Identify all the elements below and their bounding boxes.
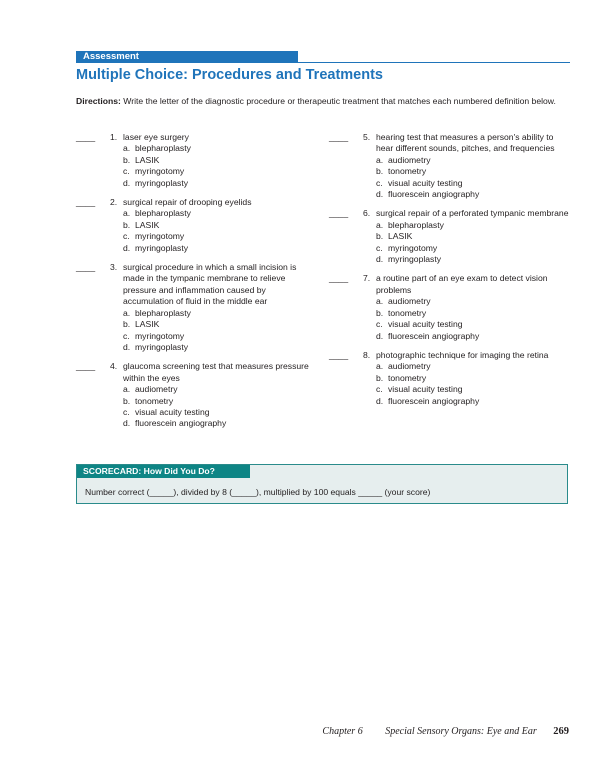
question-item <box>76 361 316 429</box>
answer-option <box>123 331 316 342</box>
answer-blank[interactable]: ____ <box>329 273 349 284</box>
option-letter: b. <box>123 219 131 230</box>
footer-chapter-title: Special Sensory Organs: Eye and Ear <box>385 726 537 737</box>
answer-option <box>376 331 569 342</box>
option-text: blepharoplasty <box>388 219 444 230</box>
question-number: 3. <box>110 262 118 273</box>
answer-option <box>123 178 316 189</box>
answer-option <box>376 155 569 166</box>
question-item <box>329 273 569 341</box>
option-letter: d. <box>123 418 131 429</box>
answer-blank[interactable]: ____ <box>329 132 349 142</box>
option-letter: a. <box>123 143 131 154</box>
question-number: 2. <box>110 197 118 208</box>
option-letter: d. <box>123 177 131 188</box>
option-letter: c. <box>123 330 130 341</box>
answer-option <box>376 396 569 407</box>
option-letter: d. <box>376 189 384 200</box>
option-letter: c. <box>123 231 130 242</box>
option-letter: b. <box>376 231 384 242</box>
option-text: myringotomy <box>388 242 438 253</box>
answer-option <box>376 231 569 242</box>
option-text: visual acuity testing <box>135 406 210 417</box>
option-letter: a. <box>376 296 384 307</box>
answer-option <box>376 189 569 200</box>
answer-option <box>123 418 316 429</box>
option-text: visual acuity testing <box>388 177 463 188</box>
option-letter: b. <box>123 319 131 330</box>
answer-option <box>376 220 569 231</box>
answer-option <box>123 308 316 319</box>
option-letter: d. <box>376 395 384 406</box>
option-text: myringoplasty <box>135 242 189 253</box>
option-letter: b. <box>376 307 384 318</box>
option-text: myringoplasty <box>388 254 442 265</box>
answer-option <box>376 384 569 395</box>
option-letter: a. <box>123 307 131 318</box>
answer-option <box>123 384 316 395</box>
answer-option <box>376 361 569 372</box>
option-letter: a. <box>376 361 384 372</box>
option-letter: a. <box>376 154 384 165</box>
answer-blank[interactable]: ____ <box>329 208 349 219</box>
question-number: 4. <box>110 361 118 372</box>
page-footer <box>302 726 569 737</box>
option-letter: d. <box>376 254 384 265</box>
option-text: audiometry <box>388 296 431 307</box>
question-number: 1. <box>110 132 118 142</box>
option-letter: d. <box>123 242 131 253</box>
option-text: visual acuity testing <box>388 319 463 330</box>
question-number: 5. <box>363 132 371 142</box>
option-letter: d. <box>123 341 131 352</box>
question-stem: surgical repair of a perforated tympanic membrane <box>376 208 569 219</box>
question-stem: glaucoma screening test that measures pressure within the eyes <box>123 361 309 383</box>
answer-blank[interactable]: ____ <box>76 361 96 372</box>
option-text: LASIK <box>135 319 160 330</box>
question-number: 8. <box>363 349 371 360</box>
option-text: fluorescein angiography <box>388 189 480 200</box>
page-number: 269 <box>553 726 569 737</box>
option-letter: b. <box>123 154 131 165</box>
option-letter: c. <box>376 177 383 188</box>
answer-option <box>376 166 569 177</box>
option-text: myringoplasty <box>135 177 189 188</box>
answer-option <box>123 155 316 166</box>
option-text: audiometry <box>388 154 431 165</box>
option-text: myringotomy <box>135 166 185 177</box>
option-text: LASIK <box>135 154 160 165</box>
question-stem: hearing test that measures a person's ability to hear different sounds, pitches, and frequencies <box>376 132 555 154</box>
option-letter: a. <box>123 208 131 219</box>
option-text: LASIK <box>388 231 413 242</box>
question-stem: surgical repair of drooping eyelids <box>123 197 252 208</box>
option-letter: a. <box>123 384 131 395</box>
option-letter: c. <box>376 319 383 330</box>
footer-chapter: Chapter 6 <box>322 726 363 737</box>
answer-option <box>123 407 316 418</box>
answer-option <box>376 178 569 189</box>
answer-option <box>376 308 569 319</box>
question-item <box>329 208 569 265</box>
questions-left-column <box>76 132 316 438</box>
scorecard-text: Number correct (_____), divided by 8 (_____), multiplied by 100 equals _____ (your score) <box>85 487 431 497</box>
option-text: fluorescein angiography <box>388 330 480 341</box>
option-text: fluorescein angiography <box>388 395 480 406</box>
answer-option <box>376 373 569 384</box>
answer-option <box>376 319 569 330</box>
option-letter: b. <box>376 166 384 177</box>
question-stem: a routine part of an eye exam to detect vision problems <box>376 273 548 295</box>
question-stem: photographic technique for imaging the retina <box>376 349 549 360</box>
option-letter: a. <box>376 219 384 230</box>
option-text: myringotomy <box>135 330 185 341</box>
option-text: LASIK <box>135 219 160 230</box>
question-item <box>76 262 316 353</box>
option-text: tonometry <box>388 372 427 383</box>
option-letter: c. <box>376 384 383 395</box>
question-item <box>329 350 569 407</box>
scorecard-title: SCORECARD: How Did You Do? <box>77 465 250 478</box>
questions-right-column <box>329 132 569 415</box>
answer-blank[interactable]: ____ <box>76 132 96 142</box>
option-letter: c. <box>123 166 130 177</box>
scorecard-box <box>76 464 568 504</box>
option-text: tonometry <box>388 307 427 318</box>
answer-option <box>123 231 316 242</box>
answer-option <box>376 296 569 307</box>
answer-option <box>123 243 316 254</box>
answer-option <box>376 254 569 265</box>
option-letter: b. <box>376 372 384 383</box>
answer-option <box>376 243 569 254</box>
option-text: blepharoplasty <box>135 208 191 219</box>
directions-text: Write the letter of the diagnostic procedure or therapeutic treatment that matches each numbered definition below. <box>123 96 556 106</box>
section-tab: Assessment <box>76 51 298 63</box>
question-item <box>329 132 569 200</box>
option-letter: c. <box>376 242 383 253</box>
answer-option <box>123 166 316 177</box>
option-text: fluorescein angiography <box>135 418 227 429</box>
option-text: visual acuity testing <box>388 384 463 395</box>
question-stem: surgical procedure in which a small incision is made in the tympanic membrane to relieve pressure and inflammation caused by accumulation of fluid in the middle ear <box>123 262 297 307</box>
option-text: tonometry <box>135 395 174 406</box>
question-item <box>76 197 316 254</box>
answer-option <box>123 208 316 219</box>
question-number: 7. <box>363 273 371 284</box>
option-text: audiometry <box>135 384 178 395</box>
option-text: myringotomy <box>135 231 185 242</box>
answer-option <box>123 342 316 353</box>
directions <box>76 96 562 107</box>
answer-option <box>123 319 316 330</box>
option-letter: d. <box>376 330 384 341</box>
page-title: Multiple Choice: Procedures and Treatments <box>76 67 383 83</box>
directions-label: Directions: <box>76 96 121 106</box>
option-text: tonometry <box>388 166 427 177</box>
option-text: blepharoplasty <box>135 143 191 154</box>
answer-blank[interactable]: ____ <box>76 262 96 273</box>
question-number: 6. <box>363 208 371 219</box>
answer-blank[interactable]: ____ <box>76 197 96 208</box>
answer-option <box>123 396 316 407</box>
header-rule <box>298 62 570 63</box>
answer-option <box>123 143 316 154</box>
option-letter: b. <box>123 395 131 406</box>
answer-option <box>123 220 316 231</box>
option-letter: c. <box>123 406 130 417</box>
question-item <box>76 132 316 189</box>
answer-blank[interactable]: ____ <box>329 349 349 360</box>
option-text: blepharoplasty <box>135 307 191 318</box>
option-text: myringoplasty <box>135 341 189 352</box>
question-stem: laser eye surgery <box>123 132 189 142</box>
option-text: audiometry <box>388 361 431 372</box>
